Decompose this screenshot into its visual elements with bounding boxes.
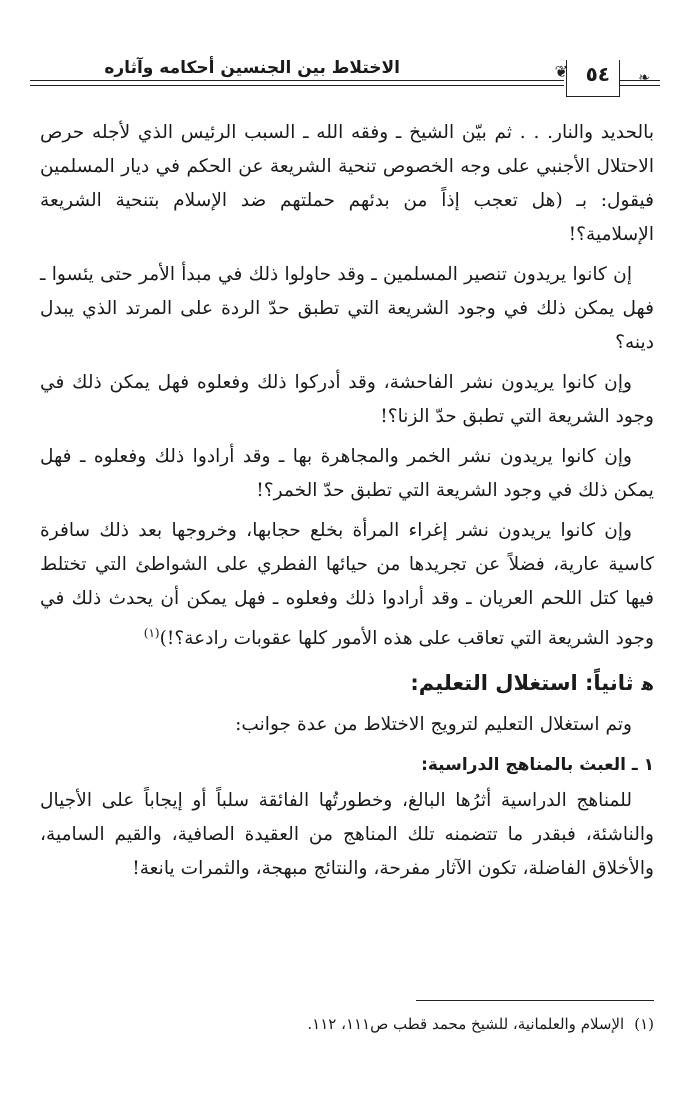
main-text [40,116,654,892]
paragraph: وإن كانوا يريدون نشر الفاحشة، وقد أدركوا ذلك وفعلوه فهل يمكن ذلك في وجود الشريعة التي تطبق حدّ الزنا؟! [40,372,654,427]
header-rule [30,85,564,86]
paragraph-text: وإن كانوا يريدون نشر إغراء المرأة بخلع حجابها، وخروجها بعد ذلك سافرة كاسية عارية، فضلاً عن تجريدها من حيائها الفطري على الشواطئ التي تختلط فيها كتل اللحم العريان ـ وقد أرادوا ذلك وفعلوه ـ فهل يمكن أن يحدث ذلك في وجود الشريعة التي تعاقب على هذه الأمور كلها عقوبات رادعة؟!) [40,520,654,650]
ornament-icon: ❦ [554,62,568,81]
section-heading [40,666,654,702]
footnote [40,1012,654,1036]
paragraph: للمناهج الدراسية أثرُها البالغ، وخطورتُها الفائقة سلباً أو إيجاباً على الأجيال والناشئة، فبقدر ما تتضمنه تلك المناهج من العقيدة الصافية، والقيم السامية، والأخلاق الفاضلة، تكون الآثار مفرحة، والنتائج مبهجة، والثمرات يانعة! [40,790,654,880]
footnote-marker: (١) [143,626,160,640]
paragraph: وإن كانوا يريدون نشر الخمر والمجاهرة بها ـ وقد أرادوا ذلك وفعلوه ـ فهل يمكن ذلك في وجود الشريعة التي تطبق حدّ الخمر؟! [40,446,654,501]
header-rule [30,80,564,81]
page-number: ٥٤ [585,62,610,86]
running-title: الاختلاط بين الجنسين أحكامه وآثاره [104,58,400,78]
footnote-rule [416,1000,654,1001]
footnote-number: (١) [634,1015,654,1033]
paragraph: إن كانوا يريدون تنصير المسلمين ـ وقد حاولوا ذلك في مبدأ الأمر حتى يئسوا ـ فهل يمكن ذلك في وجود الشريعة التي تطبق حدّ الردة على المرتد الذي يبدل دينه؟ [40,264,654,353]
paragraph [40,514,654,656]
section-title: ثانياً: استغلال التعليم: [410,671,634,696]
section-intro: وتم استغلال التعليم لترويج الاختلاط من عدة جوانب: [235,714,632,736]
paragraph: بالحديد والنار. . . ثم بيّن الشيخ ـ وفقه الله ـ السبب الرئيس الذي لأجله حرص الاحتلال الأجنبي على وجه الخصوص تنحية الشريعة عن الحكم في ديار المسلمين فيقول: بـ (هل تعجب إذاً من بدئهم حملتهم ضد الإسلام بتنحية الشريعة الإسلامية؟! [40,122,654,245]
subsection-heading: ١ ـ العبث بالمناهج الدراسية: [421,755,654,776]
page-header [30,52,660,100]
footnote-text: الإسلام والعلمانية، للشيخ محمد قطب ص١١١، ١١٢. [307,1015,625,1033]
bullet-icon: ﻫ [641,674,654,696]
ornament-icon: ❧ [638,70,650,86]
